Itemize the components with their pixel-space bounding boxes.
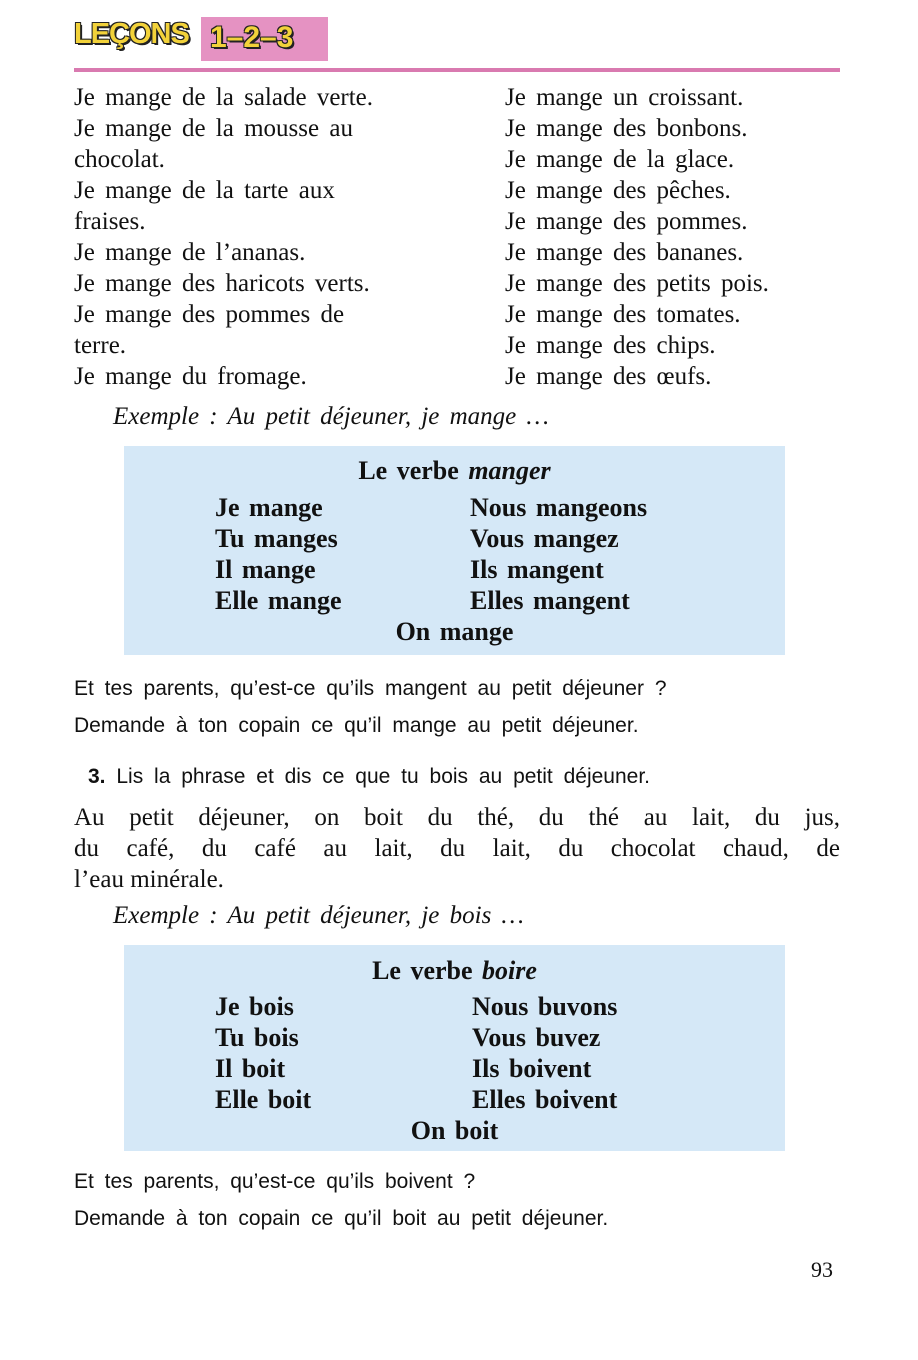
conjugation-form: Elle mange: [215, 586, 342, 615]
paragraph-line: Au petit déjeuner, on boit du thé, du thé au lait, du jus,: [74, 804, 840, 831]
title-prefix: Le verbe: [358, 456, 459, 485]
sentence-line: Je mange des haricots verts.: [74, 270, 370, 297]
title-prefix: Le verbe: [372, 956, 473, 985]
exercise-3-paragraph: [74, 802, 840, 895]
conjugation-form: Tu bois: [215, 1023, 299, 1052]
sentence-line: Je mange des œufs.: [505, 363, 712, 390]
paragraph-line: du café, du café au lait, du lait, du chocolat chaud, de: [74, 835, 840, 862]
question-line: Et tes parents, qu’est-ce qu’ils boivent ?: [74, 1170, 476, 1193]
title-verb: manger: [468, 456, 551, 485]
conjugation-form: Nous mangeons: [470, 493, 648, 522]
conjugation-form: Vous mangez: [470, 524, 619, 553]
example-boire: Exemple : Au petit déjeuner, je bois …: [113, 902, 524, 929]
sentence-line: Je mange de l’ananas.: [74, 239, 306, 266]
conjugation-form: Il mange: [215, 555, 316, 584]
sentence-line: Je mange du fromage.: [74, 363, 307, 390]
conjugation-form: Il boit: [215, 1054, 286, 1083]
conjugation-form: Je mange: [215, 493, 323, 522]
sentences-right-column: [505, 82, 769, 392]
paragraph-line: l’eau minérale.: [74, 866, 224, 893]
sentence-line: fraises.: [74, 208, 146, 235]
conjugation-form: Ils mangent: [470, 555, 604, 584]
lesson-heading: LEÇONS: [74, 18, 189, 50]
sentence-line: Je mange un croissant.: [505, 84, 744, 111]
exercise-3-instruction: [88, 765, 650, 789]
sentence-line: Je mange de la salade verte.: [74, 84, 374, 111]
sentence-line: Je mange des pommes de: [74, 301, 345, 328]
sentence-line: Je mange des chips.: [505, 332, 716, 359]
sentences-left-column: [74, 82, 373, 392]
question-line: Demande à ton copain ce qu’il mange au petit déjeuner.: [74, 714, 639, 737]
exercise-number: 3.: [88, 765, 106, 788]
conjugation-form: Elles mangent: [470, 586, 630, 615]
conjugation-title: [124, 955, 785, 986]
conjugation-form-on: On mange: [395, 617, 514, 646]
sentence-line: Je mange des pêches.: [505, 177, 731, 204]
sentence-line: Je mange de la tarte aux: [74, 177, 335, 204]
sentence-line: Je mange de la glace.: [505, 146, 735, 173]
header-divider: [74, 68, 840, 72]
title-verb: boire: [482, 956, 537, 985]
conjugation-title: [124, 455, 785, 486]
conjugation-box-boire: [124, 945, 785, 1151]
conjugation-form: Ils boivent: [472, 1054, 592, 1083]
conjugation-form: Tu manges: [215, 524, 338, 553]
conjugation-form-on: On boit: [410, 1116, 499, 1145]
sentence-line: Je mange des pommes.: [505, 208, 748, 235]
question-line: Et tes parents, qu’est-ce qu’ils mangent au petit déjeuner ?: [74, 677, 667, 700]
conjugation-form: Je bois: [215, 992, 294, 1021]
lesson-numbers: 1–2–3: [210, 21, 294, 54]
conjugation-form: Vous buvez: [472, 1023, 601, 1052]
conjugation-form: Elles boivent: [472, 1085, 618, 1114]
conjugation-box-manger: [124, 446, 785, 655]
sentence-line: chocolat.: [74, 146, 165, 173]
sentence-line: Je mange des bananes.: [505, 239, 744, 266]
conjugation-form: Nous buvons: [472, 992, 618, 1021]
exercise-text: Lis la phrase et dis ce que tu bois au petit déjeuner.: [116, 765, 651, 788]
page-number: 93: [811, 1257, 833, 1282]
conjugation-form: Elle boit: [215, 1085, 312, 1114]
sentence-line: terre.: [74, 332, 127, 359]
sentence-line: Je mange des petits pois.: [505, 270, 769, 297]
sentence-line: Je mange des bonbons.: [505, 115, 748, 142]
question-line: Demande à ton copain ce qu’il boit au petit déjeuner.: [74, 1207, 609, 1230]
sentence-line: Je mange des tomates.: [505, 301, 741, 328]
example-manger: Exemple : Au petit déjeuner, je mange …: [113, 403, 549, 430]
sentence-line: Je mange de la mousse au: [74, 115, 353, 142]
